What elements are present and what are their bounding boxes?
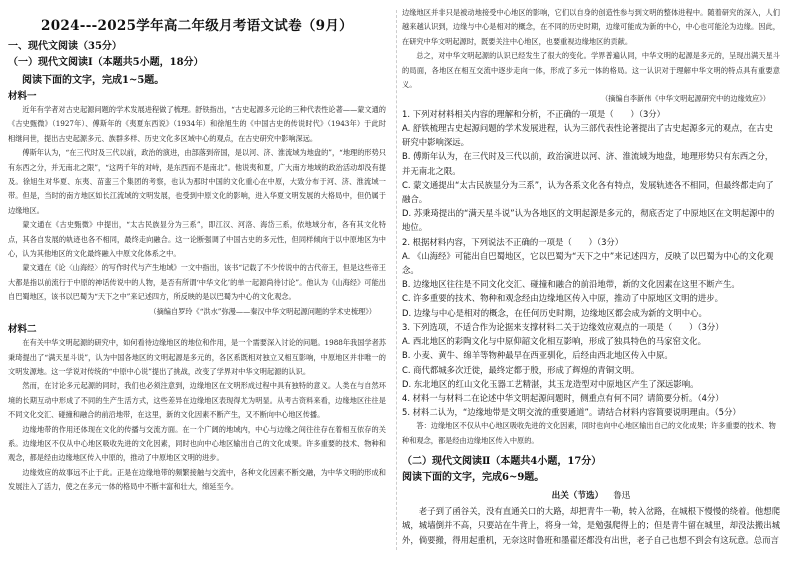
material1-paragraph: 傅斯年认为，“在三代时及三代以前，政治的演进，由部落到帝国，是以河、济、淮流域为地盘的”，“地理的形势只有东西之分，并无南北之限”，“这两千年的对峙，是东西而不是南北”。他说夷和夏，广大南方地域的政治活动却没有提及。徐旭生对华夏、东夷、苗蛮三个集团的考察，也认为那时中国的文化重心在中原，大致分布于河、济、淮流域一带。但是，当时的南方地区如长江流域的文明发展，也受到中原文化的影响，进入华夏文明发展的大格局中，但仍属于边缘地区。: [8, 148, 386, 215]
right-column: [402, 0, 780, 561]
material1-label: 材料一: [8, 91, 37, 102]
question-3: 3. 下列选项，不适合作为论据来支撑材料二关于边缘效应观点的一项是（ ）（3分）: [402, 321, 724, 332]
material2-paragraph: 边缘效应的故事远不止于此。正是在边缘地带的频繁接触与交流中，各种文化因素不断交融，为中华文明的形成和发展注入了活力，使之在多元一体的格局中不断丰富和壮大，绵延至今。: [8, 467, 386, 492]
question-2-option-d: D. 边缘与中心是相对的概念，在任何历史时期，边缘地区都会成为新的文明中心。: [402, 307, 707, 318]
question-2-option-c: C. 许多重要的技术、物种和观念经由边缘地区传入中原，推动了中原地区文明的进步。: [402, 293, 724, 304]
material2-paragraph: 然而，在讨论多元起源的同时，我们也必须注意到，边缘地区在文明形成过程中具有独特的意义。人类在与自然环境的长期互动中形成了不同的生产生活方式，这些差异在边缘地区表现得尤为明显。从考古资料来看，边缘地区往往是不同文化交汇、碰撞和融合的前沿地带，在这里，新的文化因素不断产生，又不断向中心地区传播。: [8, 381, 386, 420]
question-1: 1. 下列对材料相关内容的理解和分析，不正确的一项是（ ）（3分）: [402, 108, 666, 119]
subsection2-heading: （二）现代文阅读Ⅱ（本题共4小题，17分）: [402, 456, 602, 468]
question-1-option-c: C. 蒙文通提出“太古民族显分为三系”，认为各系文化各有特点，发展轨迹各不相同，但最终都走向了融合。: [402, 179, 774, 205]
question-2-option-a: A. 《山海经》可能出自巴蜀地区，它以巴蜀为“天下之中”来记述四方，反映了以巴蜀为中心的文化观念。: [402, 250, 774, 276]
answer-text: 答：边缘地区不仅从中心地区吸收先进的文化因素，同时也向中心地区输出自己的文化成果；许多重要的技术、物种和观念，都是经由边缘地区传入中原的。: [402, 421, 776, 445]
subsection-heading: （一）现代文阅读Ⅰ（本题共5小题，18分）: [8, 57, 204, 68]
question-3-option-d: D. 东北地区的红山文化玉器工艺精湛，其玉龙造型对中原地区产生了深远影响。: [402, 378, 699, 389]
material1-source: （摘编自罗玲《“洪水”弥漫——秦汉中华文明起源问题的学术史梳理》）: [149, 306, 376, 316]
question-2: 2. 根据材料内容，下列说法不正确的一项是（ ）（3分）: [402, 236, 624, 247]
column-divider: [396, 10, 397, 550]
question-2-option-b: B. 边缘地区往往是不同文化交汇、碰撞和融合的前沿地带，新的文化因素在这里不断产生。: [402, 279, 740, 290]
question-5: 5. 材料二认为，“边缘地带是文明交流的重要通道”。请结合材料内容简要说明理由。（5分）: [402, 407, 741, 418]
material2-paragraph: 总之，对中华文明起源的认识已经发生了很大的变化。学界普遍认同，中华文明的起源是多元的，呈现出满天星斗的局面，各地区在相互交流中逐步走向一体，形成了多元一体的格局。这一认识对于理解中华文明的特点具有重要意义。: [402, 51, 780, 90]
material2-paragraph: 在有关中华文明起源的研究中，如何看待边缘地区的地位和作用，是一个需要深入讨论的问题。1988年我国学者苏秉琦提出了“满天星斗说”，认为中国各地区的文明起源是多元的，各区系既相对独立又相互影响，中原地区并非唯一的文明发源地。这一学说对传统的“中原中心说”提出了挑战，改变了学界对中华文明起源的认识。: [8, 338, 386, 376]
section-heading: 一、现代文阅读（35分）: [8, 41, 122, 52]
material2-label: 材料二: [8, 324, 37, 336]
essay-paragraph: 老子到了函谷关，没有直通关口的大路，却把青牛一勒，转入岔路，在城根下慢慢的绕着。他想爬城，城墙倒并不高，只要站在牛背上，将身一耸，是勉强爬得上的；但是青牛留在城里，却没法搬出城外，倘要搬，得用起重机，无奈这时鲁班和墨翟还都没有出世，老子自己也想不到会有这玩意。总而言: [402, 506, 780, 545]
material2-paragraph: 边缘地带的作用还体现在文化的传播与交流方面。在一个广阔的地域内，中心与边缘之间往往存在着相互依存的关系。边缘地区不仅从中心地区吸收先进的文化因素，同时也向中心地区输出自己的文化成果。许多重要的技术、物种和观念，都是经由边缘地区传入中原的，推动了中原地区文明的进步。: [8, 424, 386, 463]
left-column: [8, 0, 386, 561]
material2-source: （摘编自李新伟《中华文明起源研究中的边缘效应》）: [601, 94, 770, 104]
material1-paragraph: 蒙文通在《古史甄微》中提出，“太古民族显分为三系”，即江汉、河洛、海岱三系，依地域分布，各有其文化特点，其各自发展的轨迹也各不相同，最终走向融合。这一论断强调了中国古史的多元性，但同样倾向于以中原地区为中心，认为其他地区的文化最终融入中原文化体系之中。: [8, 220, 386, 259]
essay-title: 出关（节选）: [551, 491, 604, 502]
reading-instruction-2: 阅读下面的文字，完成6~9题。: [402, 472, 545, 484]
material1-paragraph: 近年有学者对古史起源问题的学术发展进程做了梳理。舒铁指出，“古史起源多元论的三种代表性论著——蒙文通的《古史甄微》（1927年）、傅斯年的《夷夏东西说》（1934年）和徐旭生的《中国古史的传说时代》（1943年）于此时相继问世，提出古史起源多元、族群多样、历史文化多区域中心的观点，在古史研究中影响深远。: [8, 105, 386, 143]
reading-instruction: 阅读下面的文字，完成1~5题。: [22, 75, 165, 86]
material1-paragraph: 蒙文通在《论〈山海经〉的写作时代与产生地域》一文中指出，该书“记载了不少传说中的古代帝王，但是这些帝王大都是指以前流行于中原的神话传说中的人物，是否有所谓‘中华文化’的单一起源尚待讨论”。他认为《山海经》可能出自巴蜀地区，该书以巴蜀为“天下之中”来记述四方，所反映的是以巴蜀为中心的文化观念。: [8, 263, 386, 302]
essay-author: 鲁迅: [613, 491, 631, 502]
material2-paragraph: 边缘地区并非只是被动地接受中心地区的影响，它们以自身的创造性参与到文明的整体进程中。随着研究的深入，人们越来越认识到，边缘与中心是相对的概念，在不同的历史时期，边缘可能成为新的中心，中心也可能沦为边缘。因此，在研究中华文明起源时，既要关注中心地区，也要重视边缘地区的贡献。: [402, 8, 780, 46]
question-1-option-d: D. 苏秉琦提出的“满天星斗说”认为各地区的文明起源是多元的，彻底否定了中原地区在文明起源中的地位。: [402, 208, 775, 233]
essay-heading: [402, 489, 780, 501]
question-3-option-b: B. 小麦、黄牛、绵羊等物种最早在西亚驯化，后经由西北地区传入中原。: [402, 350, 673, 361]
question-1-option-a: A. 舒铁梳理古史起源问题的学术发展进程，认为三部代表性论著提出了古史起源多元的观点，在古史研究中影响深远。: [402, 123, 774, 148]
exam-title: 2024---2025学年高二年级月考语文试卷（9月）: [41, 18, 353, 34]
question-4: 4. 材料一与材料二在论述中华文明起源问题时，侧重点有何不同？请简要分析。（4分）: [402, 392, 724, 403]
question-3-option-a: A. 西北地区的彩陶文化与中原仰韶文化相互影响，形成了独具特色的马家窑文化。: [402, 336, 707, 347]
question-3-option-c: C. 商代都城多次迁徙，最终定都于殷，形成了辉煌的青铜文明。: [402, 364, 640, 375]
question-1-option-b: B. 傅斯年认为，在三代时及三代以前，政治演进以河、济、淮流域为地盘，地理形势只有东西之分，并无南北之限。: [402, 151, 774, 176]
